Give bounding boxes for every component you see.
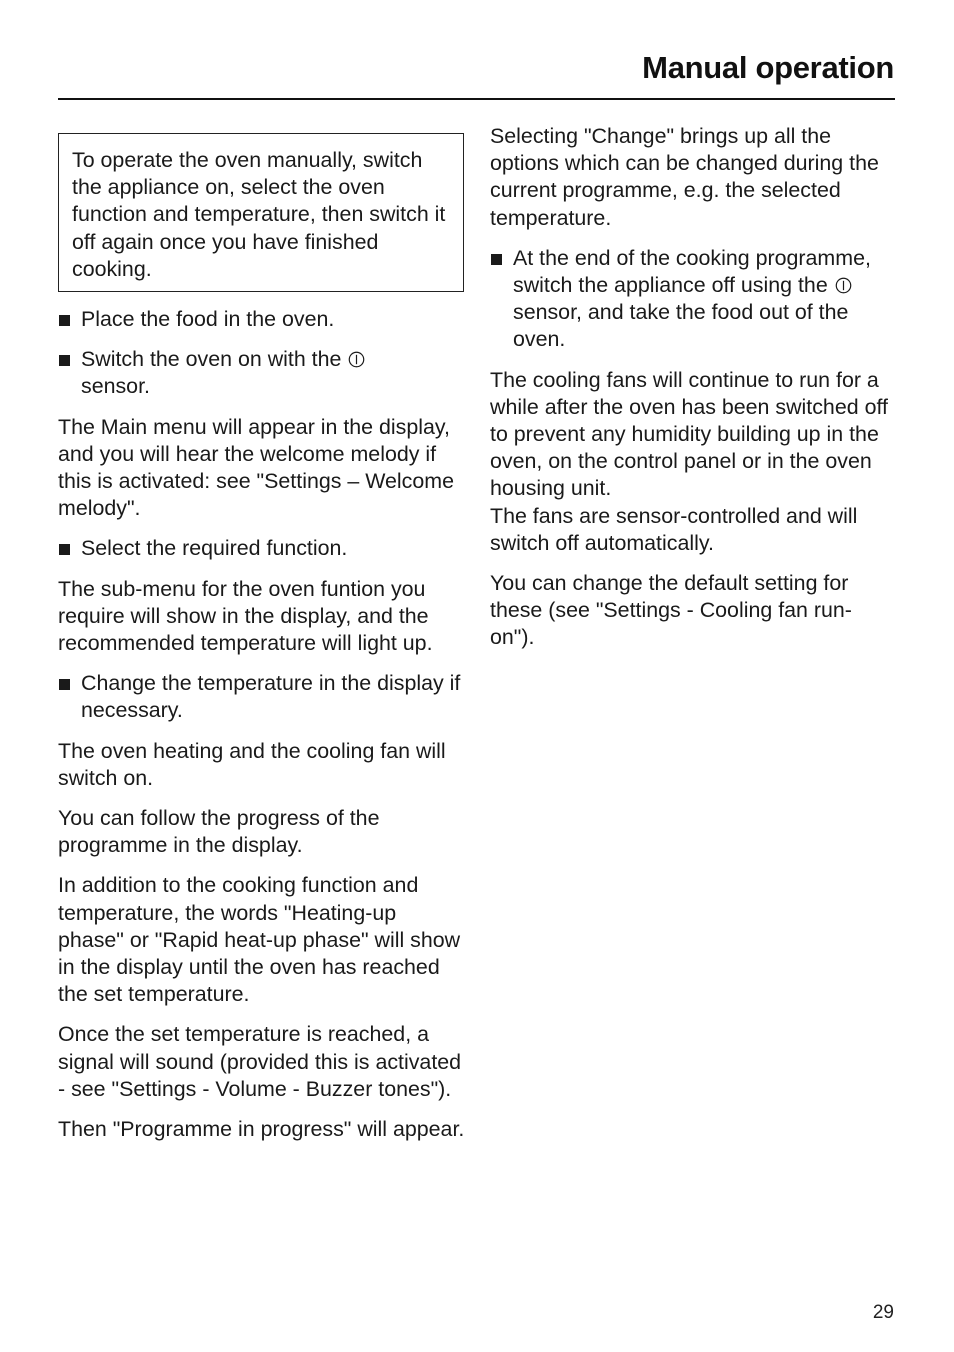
bullet-text-before: Switch the oven on with the [81,347,342,372]
left-column [58,123,466,1156]
bullet-text: Select the required function. [81,536,348,561]
bullet-square-icon [59,544,70,555]
para-main-menu: The Main menu will appear in the display, and you will hear the welcome melody if this is activated: see "Settings – Welcome melody". [58,414,454,521]
note-text: To operate the oven manually, switch the appliance on, select the oven function and temperature, then switch it off again once you have finished cooking. [72,148,446,281]
bullet-square-icon [59,679,70,690]
para-fans [490,367,895,557]
para-fans-line-1: The cooling fans will continue to run for a while after the oven has been switched off to prevent any humidity building up in the oven, on the control panel or in the oven housing unit. [490,367,888,501]
bullet-end-programme [490,245,895,354]
bullet-square-icon [491,254,502,265]
para-programme: Then "Programme in progress" will appear. [58,1117,465,1142]
page-title: Manual operation [642,50,894,85]
page-number: 29 [872,1302,894,1323]
para-heating: The oven heating and the cooling fan will switch on. [58,738,446,790]
para-default: You can change the default setting for these (see "Settings - Cooling fan run-on"). [490,571,852,650]
para-submenu: The sub-menu for the oven funtion you require will show in the display, and the recommended temperature will light up. [58,576,433,656]
bullet-text-after: sensor, and take the food out of the oven. [513,300,849,352]
para-progress: You can follow the progress of the programme in the display. [58,806,380,858]
bullet-place-food [58,306,466,333]
bullet-change-temperature [58,670,466,724]
para-heating-phase: In addition to the cooking function and temperature, the words "Heating-up phase" or "Rapid heat-up phase" will show in the display until the oven has reached the set temperature. [58,873,461,1007]
note-box [58,133,464,292]
bullet-square-icon [59,315,70,326]
bullet-select-function [58,535,466,562]
para-change: Selecting "Change" brings up all the options which can be changed during the current programme, e.g. the selected temperature. [490,124,879,230]
power-icon [835,277,852,294]
bullet-switch-on [58,346,466,400]
right-column [490,123,895,665]
bullet-text-after: sensor. [81,374,150,399]
para-fans-line-2: The fans are sensor-controlled and will switch off automatically. [490,503,858,555]
bullet-square-icon [59,355,70,366]
bullet-text: Place the food in the oven. [81,307,335,332]
bullet-text: Change the temperature in the display if necessary. [81,671,461,723]
header-rule [58,98,895,100]
bullet-text-before: At the end of the cooking programme, switch the appliance off using the [513,245,871,298]
power-icon [348,351,365,368]
para-signal: Once the set temperature is reached, a signal will sound (provided this is activated - see "Settings - Volume - Buzzer tones"). [58,1022,462,1101]
